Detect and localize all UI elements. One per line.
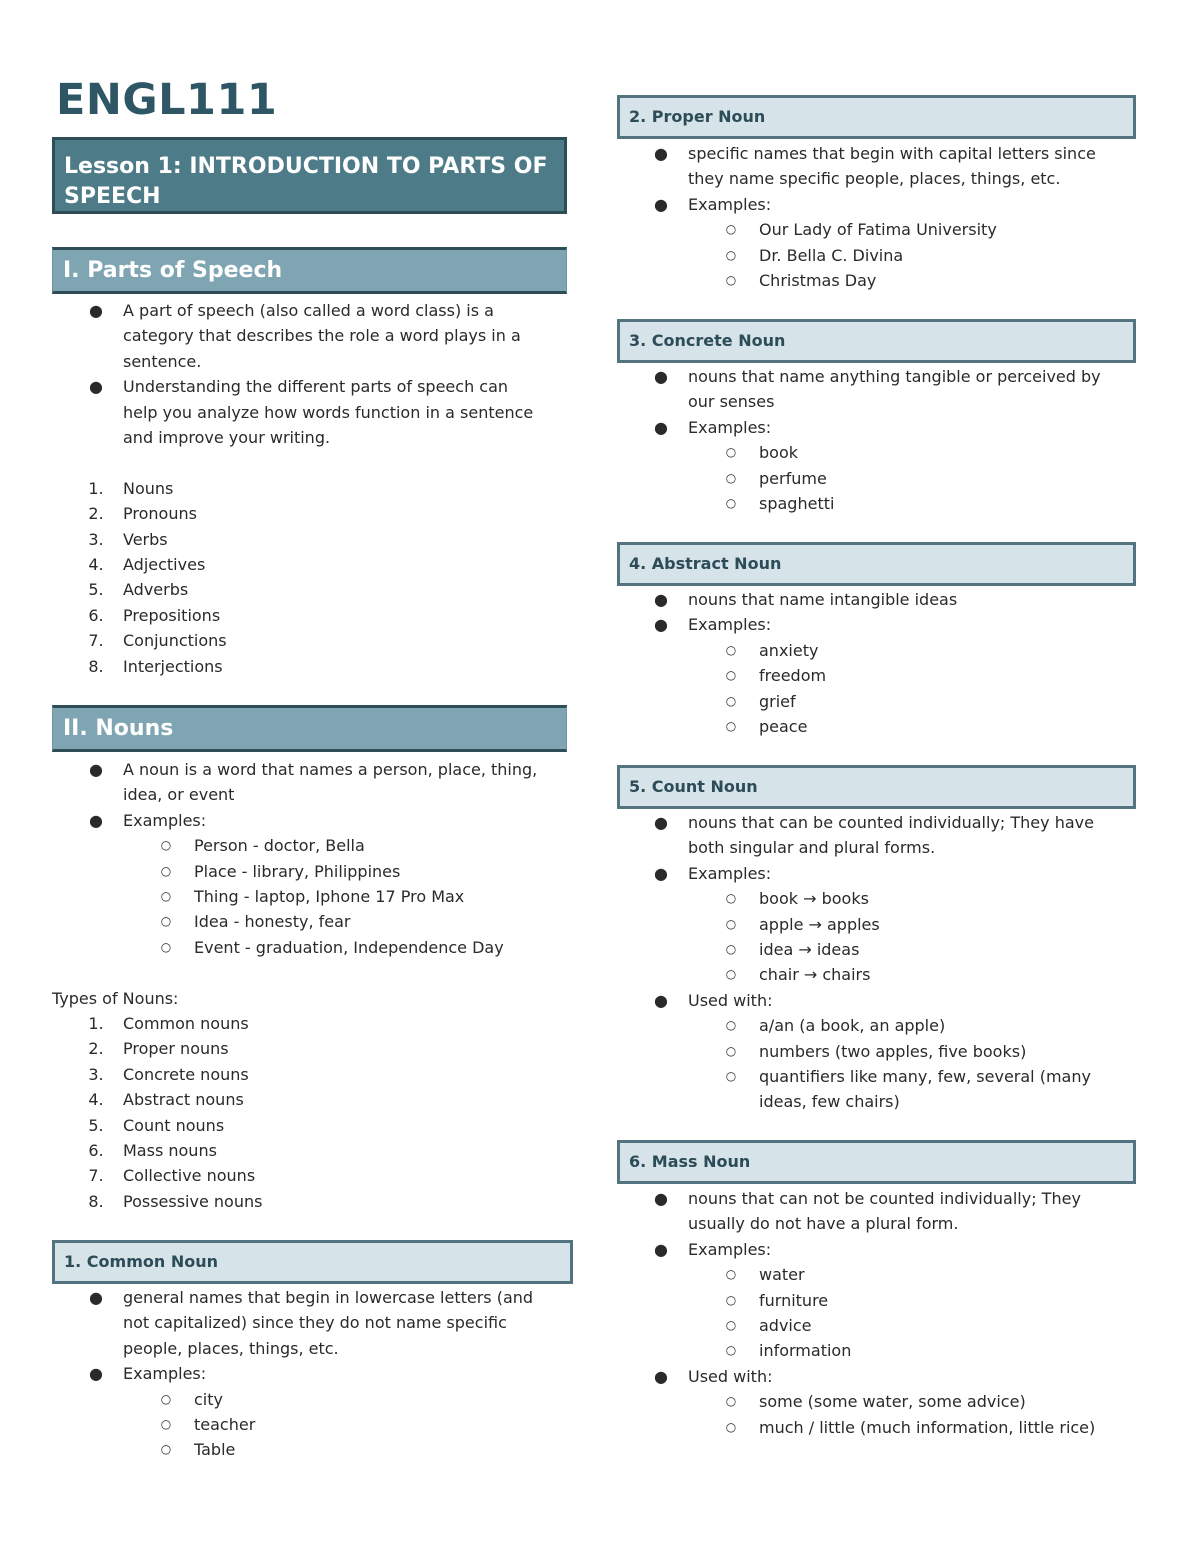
circle-bullet-icon: ○ [725, 1043, 737, 1058]
types-label: Types of Nouns: [52, 988, 179, 1008]
list-item: 4. Adjectives [88, 555, 206, 575]
bullet-icon: ● [89, 1364, 103, 1384]
list-item: 5. Adverbs [88, 580, 189, 600]
circle-bullet-icon: ○ [725, 1318, 737, 1333]
circle-bullet-icon: ○ [725, 1267, 737, 1282]
circle-bullet-icon: ○ [725, 1419, 737, 1434]
circle-bullet-icon: ○ [725, 967, 737, 982]
circle-bullet-icon: ○ [725, 891, 737, 906]
list-item: 2. Pronouns [88, 504, 197, 524]
circle-bullet-icon: ○ [725, 668, 737, 683]
bullet-icon: ● [654, 1366, 668, 1386]
circle-bullet-icon: ○ [160, 1391, 172, 1406]
concrete-noun-body: ● nouns that name anything tangible or perceived by our senses ● Examples: ○ book ○ perfume ○ spaghetti [617, 364, 1138, 516]
circle-bullet-icon: ○ [725, 445, 737, 460]
bullet-icon: ● [654, 417, 668, 437]
subheading-proper-noun: 2. Proper Noun [617, 95, 1136, 139]
circle-bullet-icon: ○ [725, 1292, 737, 1307]
bullet-line: ● Understanding the different parts of speech can [52, 374, 573, 399]
subheading-common-noun: 1. Common Noun [52, 1240, 573, 1284]
lesson-banner: Lesson 1: INTRODUCTION TO PARTS OF SPEECH [52, 137, 567, 214]
list-item: 7. Conjunctions [88, 631, 227, 651]
circle-bullet-icon: ○ [725, 1069, 737, 1084]
bullet-icon: ● [654, 990, 668, 1010]
section-heading-nouns: II. Nouns [52, 705, 567, 752]
list-item: 1. Nouns [88, 478, 174, 498]
circle-bullet-icon: ○ [725, 693, 737, 708]
parts-of-speech-body [52, 298, 573, 679]
bullet-icon: ● [654, 194, 668, 214]
bullet-icon: ● [654, 144, 668, 163]
subheading-concrete-noun: 3. Concrete Noun [617, 319, 1136, 363]
bullet-icon: ● [89, 301, 103, 320]
circle-bullet-icon: ○ [725, 247, 737, 262]
circle-bullet-icon: ○ [725, 222, 737, 237]
list-item: 3. Verbs [88, 529, 168, 549]
subheading-mass-noun: 6. Mass Noun [617, 1140, 1136, 1184]
subheading-count-noun: 5. Count Noun [617, 765, 1136, 809]
circle-bullet-icon: ○ [160, 939, 172, 954]
nouns-body: ● A noun is a word that names a person, place, thing, idea, or event ● Examples: ○ Person - doctor, Bella ○ Place - library, Philippines ○ Thing - laptop, Iphone 17 Pro Max ○ Idea - honesty, fear ○ Event - graduation, Independence Day Types of Nouns: 1. Common nouns 2. Proper nouns 3. Concrete nouns 4. Abstract nouns 5. Count nouns 6. Mass nouns 7. Collective nouns 8. Possessive nouns [52, 757, 573, 1214]
common-noun-body: ● general names that begin in lowercase letters (and not capitalized) since they do not name specific people, places, things, etc. ● Examples: ○ city ○ teacher ○ Table [52, 1285, 573, 1463]
circle-bullet-icon: ○ [725, 642, 737, 657]
doc-title: ENGL111 [56, 75, 278, 125]
circle-bullet-icon: ○ [725, 273, 737, 288]
bullet-icon: ● [654, 1189, 668, 1208]
mass-noun-body: ● nouns that can not be counted individually; They usually do not have a plural form. ● Examples: ○ water ○ furniture ○ advice ○ information ● Used with: ○ some (some water, some advice) ○ much / little (much information, little rice) [617, 1186, 1138, 1440]
circle-bullet-icon: ○ [160, 1417, 172, 1432]
circle-bullet-icon: ○ [725, 916, 737, 931]
bullet-icon: ● [89, 810, 103, 830]
bullet-icon: ● [89, 377, 103, 397]
circle-bullet-icon: ○ [725, 496, 737, 511]
circle-bullet-icon: ○ [160, 838, 172, 853]
bullet-line: help you analyze how words function in a sentence [123, 402, 534, 422]
circle-bullet-icon: ○ [725, 1343, 737, 1358]
bullet-icon: ● [89, 760, 103, 779]
bullet-icon: ● [654, 1239, 668, 1259]
count-noun-body: ● nouns that can be counted individually; They have both singular and plural forms. ● Examples: ○ book → books ○ apple → apples ○ idea → ideas ○ chair → chairs ● Used with: ○ a/an (a book, an apple) ○ numbers (two apples, five books) ○ quantifiers like many, few, several (many ideas, few chairs) [617, 810, 1138, 1115]
list-item: 6. Prepositions [88, 605, 221, 625]
circle-bullet-icon: ○ [160, 1442, 172, 1457]
circle-bullet-icon: ○ [160, 914, 172, 929]
bullet-line: category that describes the role a word plays in a [123, 326, 521, 346]
bullet-line: and improve your writing. [123, 428, 331, 448]
bullet-icon: ● [654, 367, 668, 386]
circle-bullet-icon: ○ [160, 863, 172, 878]
section-heading-parts-of-speech: I. Parts of Speech [52, 247, 567, 294]
abstract-noun-body: ● nouns that name intangible ideas ● Examples: ○ anxiety ○ freedom ○ grief ○ peace [617, 587, 1138, 739]
circle-bullet-icon: ○ [160, 889, 172, 904]
bullet-line: sentence. [123, 351, 202, 371]
proper-noun-body: ● specific names that begin with capital letters since they name specific people, places, things, etc. ● Examples: ○ Our Lady of Fatima University ○ Dr. Bella C. Divina ○ Christmas Day [617, 141, 1138, 293]
bullet-icon: ● [654, 590, 668, 609]
circle-bullet-icon: ○ [725, 1394, 737, 1409]
bullet-icon: ● [654, 863, 668, 883]
subheading-abstract-noun: 4. Abstract Noun [617, 542, 1136, 586]
circle-bullet-icon: ○ [725, 470, 737, 485]
list-item: 8. Interjections [88, 656, 223, 676]
bullet-icon: ● [654, 615, 668, 635]
bullet-icon: ● [89, 1288, 103, 1307]
circle-bullet-icon: ○ [725, 1018, 737, 1033]
bullet-line: ● A part of speech (also called a word class) is a [52, 298, 573, 323]
circle-bullet-icon: ○ [725, 942, 737, 957]
bullet-icon: ● [654, 813, 668, 832]
circle-bullet-icon: ○ [725, 719, 737, 734]
